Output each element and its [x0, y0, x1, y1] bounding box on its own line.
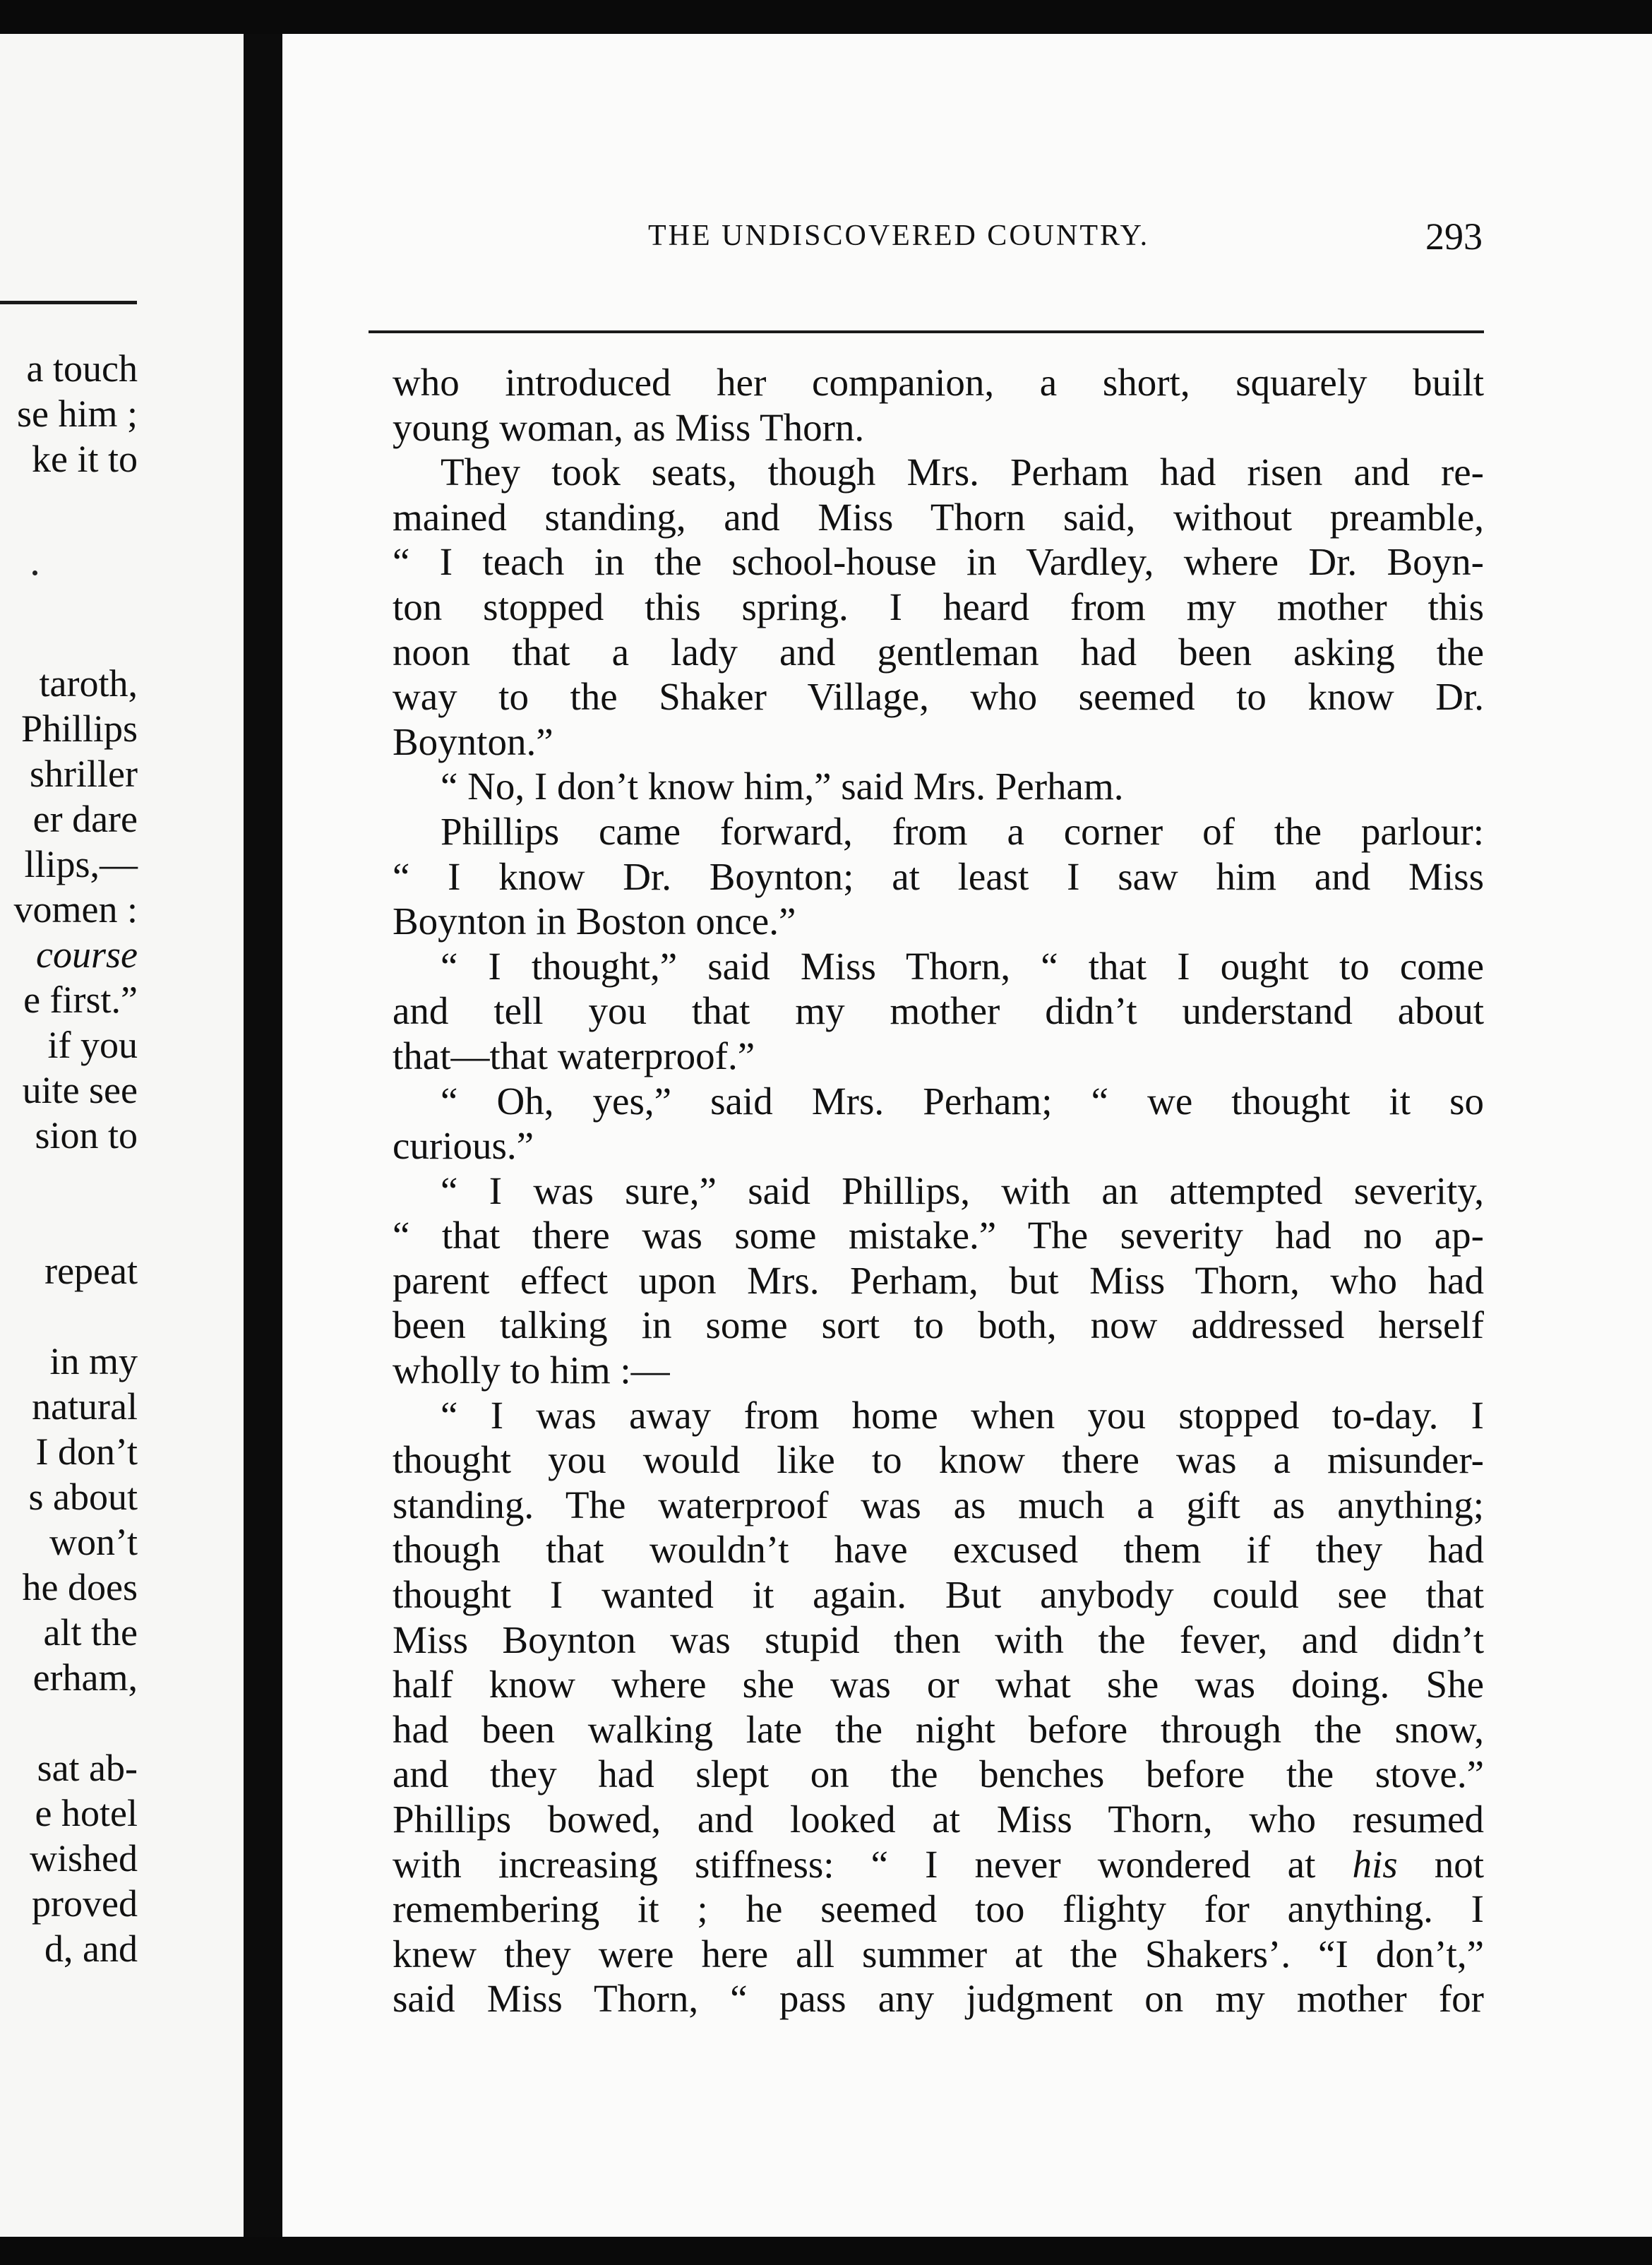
facing-line: d, and — [44, 1928, 138, 1970]
facing-line: he does — [22, 1566, 138, 1608]
facing-line: in my — [49, 1340, 138, 1382]
facing-line: I don’t — [35, 1430, 138, 1473]
text-line: been talking in some sort to both, now addressed herself — [393, 1303, 1484, 1347]
text-line: remembering it ; he seemed too flighty for anything. I — [393, 1887, 1484, 1931]
text-line: Phillips came forward, from a corner of the parlour: — [441, 809, 1484, 853]
facing-line: proved — [32, 1882, 138, 1925]
facing-page-mark — [32, 570, 37, 575]
facing-line: if you — [47, 1024, 138, 1066]
text-line: thought you would like to know there was a misunder- — [393, 1438, 1484, 1482]
text-line: “ I was sure,” said Phillips, with an attempted severity, — [441, 1169, 1484, 1212]
text-line: noon that a lady and gentleman had been asking the — [393, 630, 1484, 674]
text-line: “ that there was some mistake.” The severity had no ap- — [393, 1214, 1484, 1257]
text-line: Miss Boynton was stupid then with the fever, and didn’t — [393, 1618, 1484, 1661]
text-line: Boynton in Boston once.” — [393, 900, 796, 943]
running-head — [367, 215, 1483, 268]
facing-page-rule — [0, 301, 137, 304]
facing-line: a touch — [26, 347, 138, 390]
text-line: with increasing stiffness: “ I never wondered at his not — [393, 1842, 1484, 1886]
facing-line: sat ab- — [37, 1747, 138, 1789]
text-line: had been walking late the night before through the snow, — [393, 1707, 1484, 1751]
book-gutter — [244, 34, 282, 2237]
text-line: ton stopped this spring. I heard from my mother this — [393, 585, 1484, 628]
page-number: 293 — [1425, 215, 1483, 258]
text-line: wholly to him :— — [393, 1349, 670, 1392]
text-line: curious.” — [393, 1124, 534, 1168]
header-rule — [369, 330, 1484, 333]
facing-line: wished — [30, 1837, 138, 1879]
text-line: “ I teach in the school-house in Vardley, where Dr. Boyn- — [393, 540, 1484, 584]
facing-line: alt the — [43, 1611, 138, 1654]
text-line: “ I thought,” said Miss Thorn, “ that I ought to come — [441, 944, 1484, 988]
text-line: “ I was away from home when you stopped to-day. I — [441, 1393, 1484, 1437]
emphasis: his — [1352, 1842, 1398, 1886]
text-line: who introduced her companion, a short, squarely built — [393, 361, 1484, 404]
text-line: Boynton.” — [393, 719, 553, 763]
facing-line: vomen : — [13, 888, 138, 931]
scan-border-top — [0, 0, 1652, 37]
text-line: though that wouldn’t have excused them if they had — [393, 1528, 1484, 1572]
text-line: “ No, I don’t know him,” said Mrs. Perham. — [441, 765, 1124, 808]
text-line: “ Oh, yes,” said Mrs. Perham; “ we thought it so — [441, 1079, 1484, 1123]
facing-line: natural — [32, 1385, 138, 1428]
text-line: said Miss Thorn, “ pass any judgment on my mother for — [393, 1977, 1484, 2021]
text-line: standing. The waterproof was as much a gift as anything; — [393, 1483, 1484, 1526]
facing-line: s about — [28, 1476, 138, 1518]
scan-border-bottom — [0, 2237, 1652, 2265]
facing-line: Phillips — [20, 707, 138, 750]
body-text — [393, 360, 1484, 2021]
facing-line: repeat — [44, 1250, 138, 1292]
text-line: parent effect upon Mrs. Perham, but Miss Thorn, who had — [393, 1258, 1484, 1302]
facing-line: erham, — [32, 1656, 138, 1699]
text-line: They took seats, though Mrs. Perham had risen and re- — [441, 450, 1484, 494]
facing-line: e hotel — [35, 1792, 138, 1834]
facing-line: ke it to — [32, 438, 138, 480]
running-head-title: THE UNDISCOVERED COUNTRY. — [648, 220, 1150, 252]
text-line: “ I know Dr. Boynton; at least I saw him and Miss — [393, 854, 1484, 898]
text-line: way to the Shaker Village, who seemed to know Dr. — [393, 675, 1484, 719]
facing-line: shriller — [30, 753, 138, 795]
facing-line: llips,— — [24, 843, 138, 885]
text-line: and they had slept on the benches before the stove.” — [393, 1752, 1484, 1796]
facing-page — [0, 34, 244, 2237]
facing-line: course — [36, 933, 138, 976]
text-line: and tell you that my mother didn’t understand about — [393, 989, 1484, 1033]
facing-line: er dare — [32, 798, 138, 840]
text-line: knew they were here all summer at the Shakers’. “I don’t,” — [393, 1932, 1484, 1976]
text-line: young woman, as Miss Thorn. — [393, 405, 865, 449]
facing-line: taroth, — [39, 662, 138, 705]
facing-line: se him ; — [17, 393, 138, 435]
text-line: Phillips bowed, and looked at Miss Thorn, who resumed — [393, 1798, 1484, 1841]
facing-line: sion to — [35, 1114, 138, 1157]
facing-line: uite see — [22, 1069, 138, 1111]
facing-line: e first.” — [23, 979, 138, 1021]
facing-line: won’t — [49, 1521, 138, 1563]
text-line: thought I wanted it again. But anybody could see that — [393, 1573, 1484, 1617]
text-line: that—that waterproof.” — [393, 1034, 755, 1077]
text-line: mained standing, and Miss Thorn said, without preamble, — [393, 495, 1484, 539]
text-line: half know where she was or what she was doing. She — [393, 1663, 1484, 1707]
